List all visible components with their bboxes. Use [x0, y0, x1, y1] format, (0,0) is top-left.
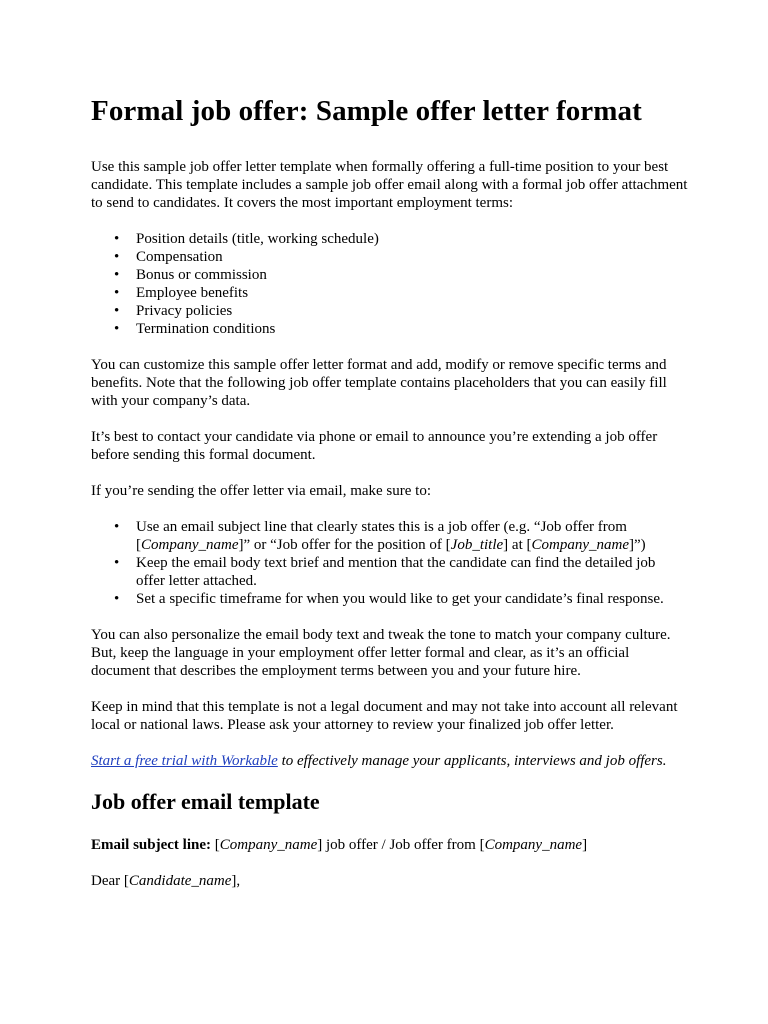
list-item: • Employee benefits: [114, 285, 249, 301]
personalize-paragraph: You can also personalize the email body text and tweak the tone to match your company culture. But, keep the language in your employment offer letter formal and clear, as it’s an official document that describes the employment terms between you and your future hire.: [91, 627, 671, 679]
bullet-icon: •: [114, 321, 120, 337]
bullet-icon: •: [114, 249, 120, 265]
list-item: • Privacy policies: [114, 303, 233, 319]
customize-paragraph: You can customize this sample offer letter format and add, modify or remove specific terms and benefits. Note that the following job offer template contains placeholders that you can easily fill with your company’s data.: [91, 357, 667, 409]
email-intro-paragraph: If you’re sending the offer letter via email, make sure to:: [91, 483, 432, 499]
list-item: • Bonus or commission: [114, 267, 267, 283]
subject-line: Email subject line: [Company_name] job offer / Job offer from [Company_name]: [91, 837, 588, 853]
bullet-icon: •: [114, 555, 120, 571]
list-item: • Set a specific timeframe for when you would like to get your candidate’s final response.: [114, 591, 664, 607]
cta-text: to effectively manage your applicants, interviews and job offers.: [277, 753, 667, 769]
list-item: • Compensation: [114, 249, 223, 265]
bullet-icon: •: [114, 231, 120, 247]
cta-paragraph: [91, 752, 688, 770]
workable-trial-link[interactable]: Start a free trial with Workable: [91, 753, 278, 769]
list-item: • Use an email subject line that clearly states this is a job offer (e.g. “Job offer from [Company_name]” or “Job offer for the position of [Job_title] at [Company_name]”): [114, 519, 646, 553]
page-title: Formal job offer: Sample offer letter format: [91, 95, 642, 127]
bullet-icon: •: [114, 285, 120, 301]
greeting: Dear [Candidate_name],: [91, 873, 241, 889]
email-tips-list: [91, 518, 688, 608]
bullet-icon: •: [114, 519, 120, 535]
list-item: • Keep the email body text brief and mention that the candidate can find the detailed job offer letter attached.: [114, 555, 656, 589]
employment-terms-list: [91, 230, 688, 338]
subject-label: Email subject line:: [91, 837, 211, 853]
list-item: • Position details (title, working schedule): [114, 231, 379, 247]
contact-paragraph: It’s best to contact your candidate via phone or email to announce you’re extending a job offer before sending this formal document.: [91, 429, 658, 463]
bullet-icon: •: [114, 591, 120, 607]
legal-paragraph: Keep in mind that this template is not a legal document and may not take into account all relevant local or national laws. Please ask your attorney to review your finalized job offer letter.: [91, 699, 678, 733]
bullet-icon: •: [114, 303, 120, 319]
list-item: • Termination conditions: [114, 321, 276, 337]
template-heading: Job offer email template: [91, 789, 320, 814]
intro-paragraph: Use this sample job offer letter template when formally offering a full-time position to your best candidate. This template includes a sample job offer email along with a formal job offer attachment to send to candidates. It covers the most important employment terms:: [91, 159, 688, 211]
bullet-icon: •: [114, 267, 120, 283]
